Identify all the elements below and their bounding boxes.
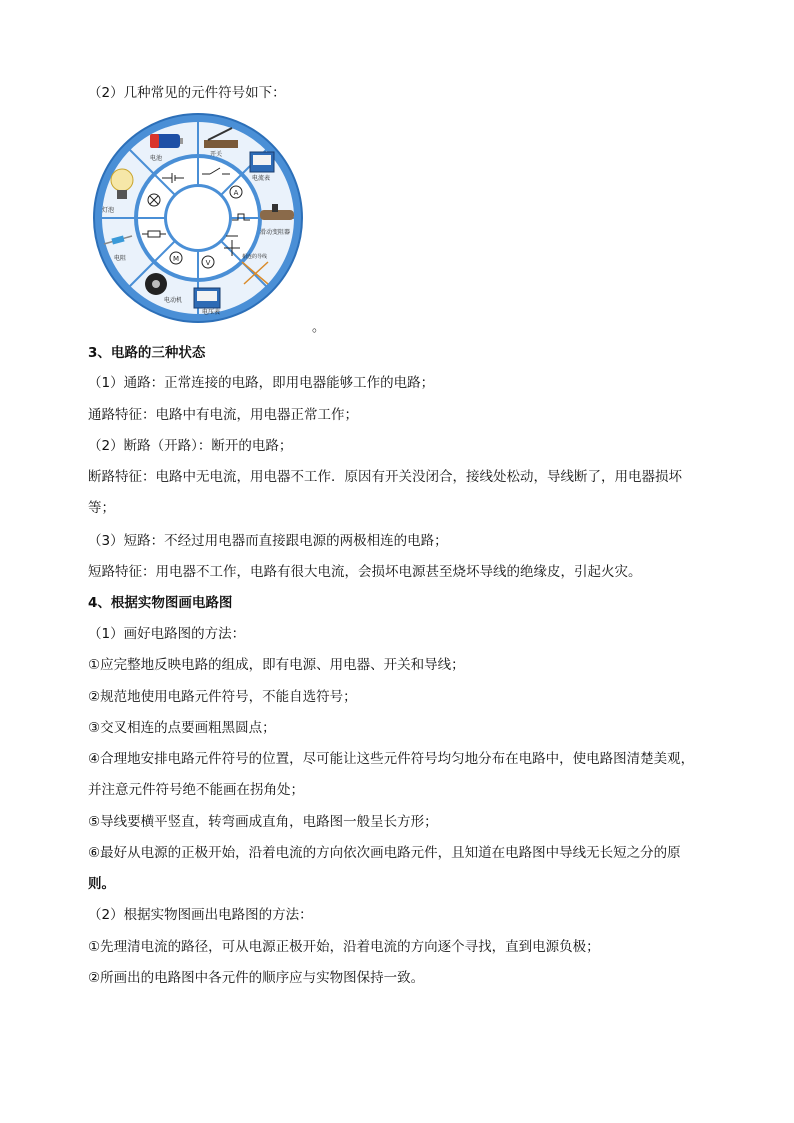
short-circuit-feature: 短路特征：用电器不工作，电路有很大电流，会损坏电源甚至烧坏导线的绝缘皮，引起火灾。 bbox=[88, 564, 642, 580]
method-1-item-3: ③交叉相连的点要画粗黑圆点； bbox=[88, 720, 276, 736]
motor-picture bbox=[145, 273, 167, 295]
method-2-item-1: ①先理清电流的路径，可从电源正极开始，沿着电流的方向逐个寻找，直到电源负极； bbox=[88, 939, 600, 955]
closed-circuit-definition: （1）通路：正常连接的电路，即用电器能够工作的电路； bbox=[88, 375, 435, 391]
label-wires: 相连的导线 bbox=[242, 254, 268, 260]
method-2-title: （2）根据实物图画出电路图的方法： bbox=[88, 907, 313, 923]
voltmeter-picture bbox=[194, 288, 220, 308]
ammeter-symbol: A bbox=[233, 189, 239, 197]
method-1-item-1: ①应完整地反映电路的组成，即有电源、用电器、开关和导线； bbox=[88, 657, 465, 673]
motor-symbol: M bbox=[172, 255, 180, 263]
method-1-title: （1）画好电路图的方法： bbox=[88, 626, 246, 642]
label-voltmeter: 电压表 bbox=[202, 309, 221, 316]
label-resistor: 电阻 bbox=[114, 255, 127, 262]
method-2-item-2: ②所画出的电路图中各元件的顺序应与实物图保持一致。 bbox=[88, 970, 425, 986]
open-circuit-definition: （2）断路（开路）：断开的电路； bbox=[88, 438, 293, 454]
method-1-item-4-line1: ④合理地安排电路元件符号的位置，尽可能让这些元件符号均匀地分布在电路中，使电路图清楚美观， bbox=[88, 751, 695, 767]
method-1-item-5: ⑤导线要横平竖直，转弯画成直角，电路图一般呈长方形； bbox=[88, 814, 438, 830]
label-motor: 电动机 bbox=[164, 297, 183, 304]
short-circuit-definition: （3）短路：不经过用电器而直接跟电源的两极相连的电路； bbox=[88, 533, 448, 549]
method-1-item-2: ②规范地使用电路元件符号，不能自选符号； bbox=[88, 689, 357, 705]
open-circuit-feature-line2: 等； bbox=[88, 500, 115, 516]
closed-circuit-feature: 通路特征：电路中有电流，用电器正常工作； bbox=[88, 407, 358, 423]
section-3-heading: 3、电路的三种状态 bbox=[88, 345, 206, 361]
symbols-intro: （2）几种常见的元件符号如下： bbox=[88, 85, 286, 101]
label-battery: 电池 bbox=[150, 155, 163, 162]
method-1-item-6-line2: 则。 bbox=[88, 876, 115, 892]
label-rheostat: 滑动变阻器 bbox=[260, 229, 291, 236]
battery-picture bbox=[150, 134, 183, 148]
label-switch: 开关 bbox=[210, 151, 223, 158]
center-disc bbox=[167, 187, 229, 249]
ammeter-picture bbox=[250, 152, 274, 172]
section-4-heading: 4、根据实物图画电路图 bbox=[88, 595, 233, 611]
method-1-item-4-line2: 并注意元件符号绝不能画在拐角处； bbox=[88, 782, 304, 798]
voltmeter-symbol: V bbox=[205, 259, 211, 267]
label-ammeter: 电流表 bbox=[252, 175, 271, 182]
label-lamp: 灯泡 bbox=[102, 207, 115, 214]
open-circuit-feature-line1: 断路特征：电路中无电流，用电器不工作．原因有开关没闭合，接线处松动，导线断了，用电器损坏 bbox=[88, 469, 682, 485]
component-symbol-wheel bbox=[92, 112, 304, 324]
method-1-item-6-line1: ⑥最好从电源的正极开始，沿着电流的方向依次画电路元件，且知道在电路图中导线无长短之分的原 bbox=[88, 845, 681, 861]
trailing-period: 。 bbox=[312, 320, 326, 335]
